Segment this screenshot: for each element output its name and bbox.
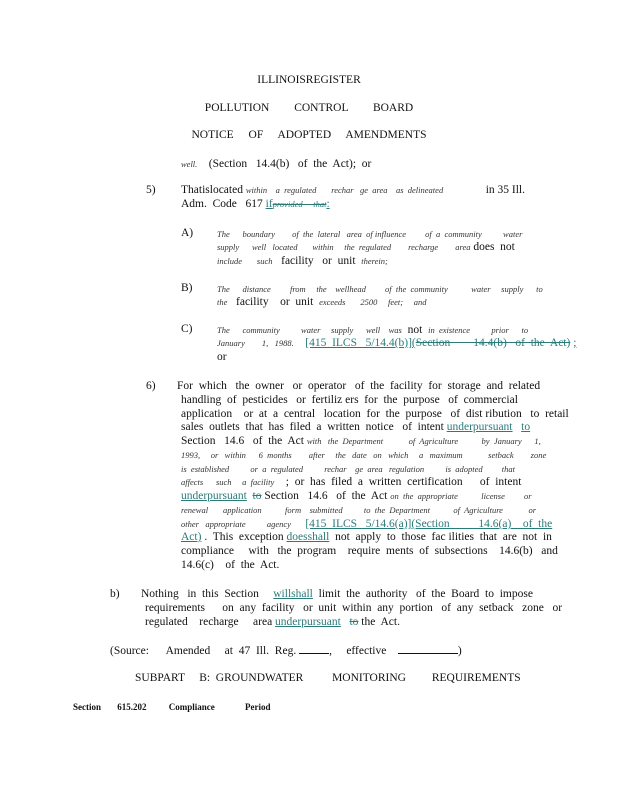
item-5A-line2: supply well located within the regulated recharge area does not bbox=[217, 241, 515, 253]
notice-title: NOTICE OF ADOPTED AMENDMENTS bbox=[191, 129, 427, 141]
source-line: (Source: Amended at 47 Ill. Reg. , effective ) bbox=[110, 645, 462, 657]
item-5-number: 5) bbox=[146, 184, 156, 196]
item-5C-line1: The community water supply well was not in existence prior to bbox=[217, 324, 529, 336]
item-5B-line2: the facility or unit exceeds 2500 feet; and bbox=[217, 296, 427, 308]
item-5A-line1: The boundary of the lateral area of influence of a community water bbox=[217, 229, 523, 239]
subpart-heading: SUBPART B: GROUNDWATER MONITORING REQUIREMENTS bbox=[135, 672, 521, 684]
item-5C-number: C) bbox=[181, 323, 193, 335]
item-5B-line1: The distance from the wellhead of the community water supply to bbox=[217, 284, 543, 294]
item-b-line1: Nothing in this Section willshall limit the authority of the Board to impose bbox=[141, 588, 533, 600]
section-heading: Section 615.202 Compliance Period bbox=[73, 702, 271, 712]
item-5-line2: Adm. Code 617 ifprovided that: bbox=[181, 198, 330, 210]
well-line: well. (Section 14.4(b) of the Act); or bbox=[181, 158, 372, 170]
item-6-number: 6) bbox=[146, 380, 156, 392]
item-5C-line3: or bbox=[217, 351, 227, 363]
item-5B-number: B) bbox=[181, 282, 193, 294]
item-b-line3: regulated recharge area underpursuant to the Act. bbox=[145, 616, 400, 628]
item-5A-line3: include such facility or unit therein; bbox=[217, 255, 388, 267]
register-title: ILLINOISREGISTER bbox=[257, 74, 361, 86]
board-title: POLLUTION CONTROL BOARD bbox=[204, 102, 414, 114]
item-5-line1: Thatislocated within a regulated rechar ge area as delineated in 35 Ill. bbox=[181, 184, 525, 196]
item-b-line2: requirements on any facility or unit within any portion of any setback zone or bbox=[145, 602, 563, 614]
item-b-number: b) bbox=[110, 588, 120, 600]
item-5A-number: A) bbox=[181, 227, 194, 239]
item-5C-line2: January 1, 1988. [415 ILCS 5/14.4(b)](Section 14.4(b) of the Act) ; bbox=[217, 337, 577, 349]
